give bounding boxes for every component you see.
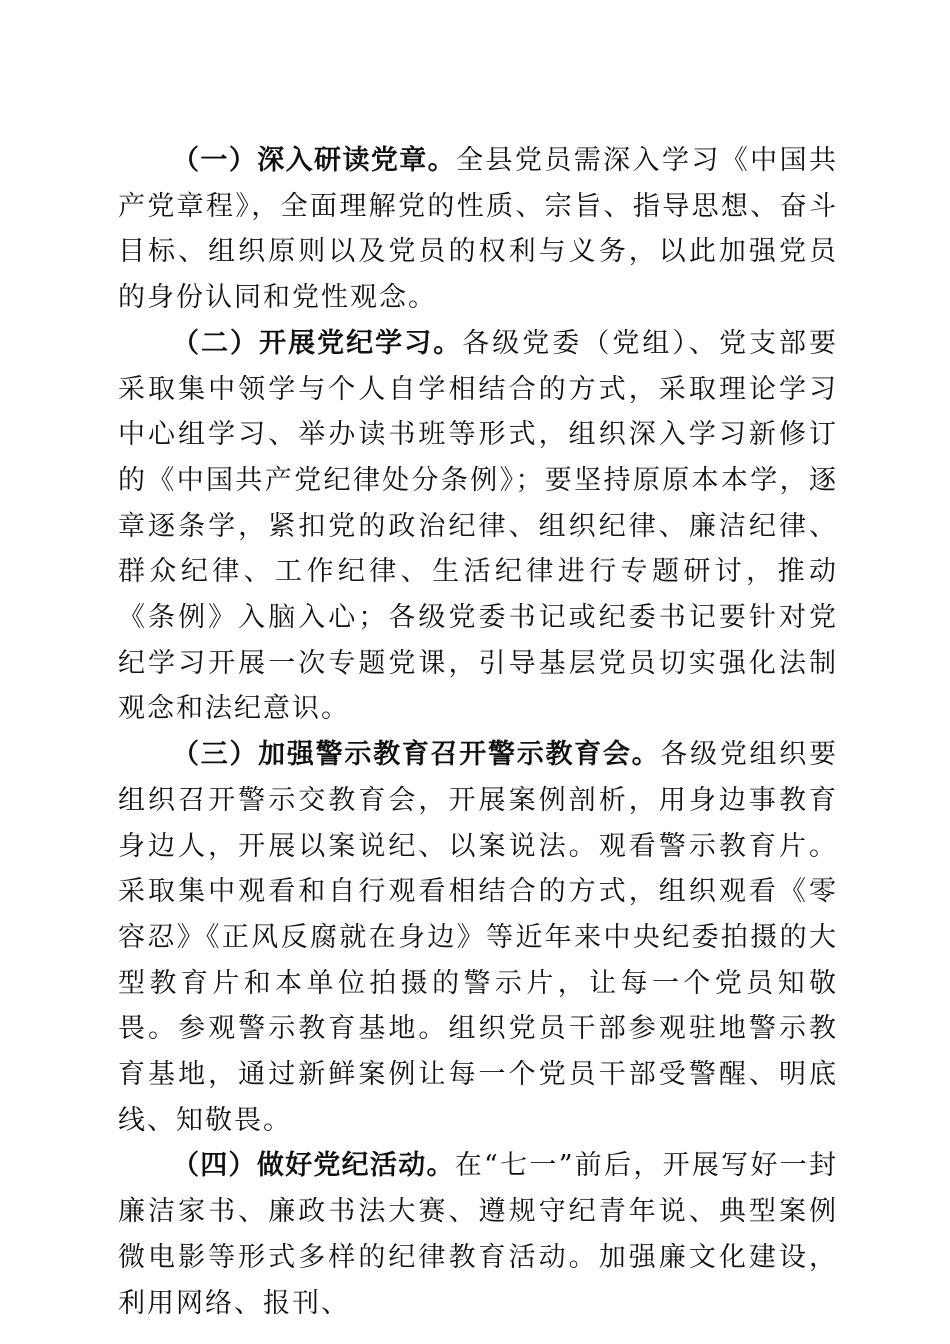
paragraph-3 <box>118 732 838 1143</box>
paragraph-3-heading: （三）加强警示教育召开警示教育会。 <box>172 739 661 771</box>
paragraph-1-heading: （一）深入研读党章。 <box>172 145 457 176</box>
paragraph-4-text: 在“七一”前后，开展写好一封廉洁家书、廉政书法大赛、遵规守纪青年说、典型案例微电影等形式多样的纪律教育活动。加强廉文化建设，利用网络、报刊、 <box>118 1150 838 1319</box>
paragraph-2-heading: （二）开展党纪学习。 <box>172 327 463 359</box>
paragraph-4-heading: （四）做好党纪活动。 <box>172 1150 455 1182</box>
paragraph-4 <box>118 1143 838 1326</box>
paragraph-1 <box>118 138 838 321</box>
paragraph-1-text: 全县党员需深入学习《中国共产党章程》，全面理解党的性质、宗旨、指导思想、奋斗目标、组织原则以及党员的权利与义务，以此加强党员的身份认同和党性观念。 <box>118 145 839 314</box>
paragraph-3-text: 各级党组织要组织召开警示交教育会，开展案例剖析，用身边事教育身边人，开展以案说纪、以案说法。观看警示教育片。采取集中观看和自行观看相结合的方式，组织观看《零容忍》《正风反腐就在身边》等近年来中央纪委拍摄的大型教育片和本单位拍摄的警示片，让每一个党员知敬畏。参观警示教育基地。组织党员干部参观驻地警示教育基地，通过新鲜案例让每一个党员干部受警醒、明底线、知敬畏。 <box>118 739 839 1136</box>
paragraph-2-text: 各级党委（党组）、党支部要采取集中领学与个人自学相结合的方式，采取理论学习中心组学习、举办读书班等形式，组织深入学习新修订的《中国共产党纪律处分条例》；要坚持原原本本学，逐章逐条学，紧扣党的政治纪律、组织纪律、廉洁纪律、群众纪律、工作纪律、生活纪律进行专题研讨，推动《条例》入脑入心；各级党委书记或纪委书记要针对党纪学习开展一次专题党课，引导基层党员切实强化法制观念和法纪意识。 <box>118 327 839 725</box>
document-body <box>118 138 838 1326</box>
paragraph-2 <box>118 321 838 732</box>
